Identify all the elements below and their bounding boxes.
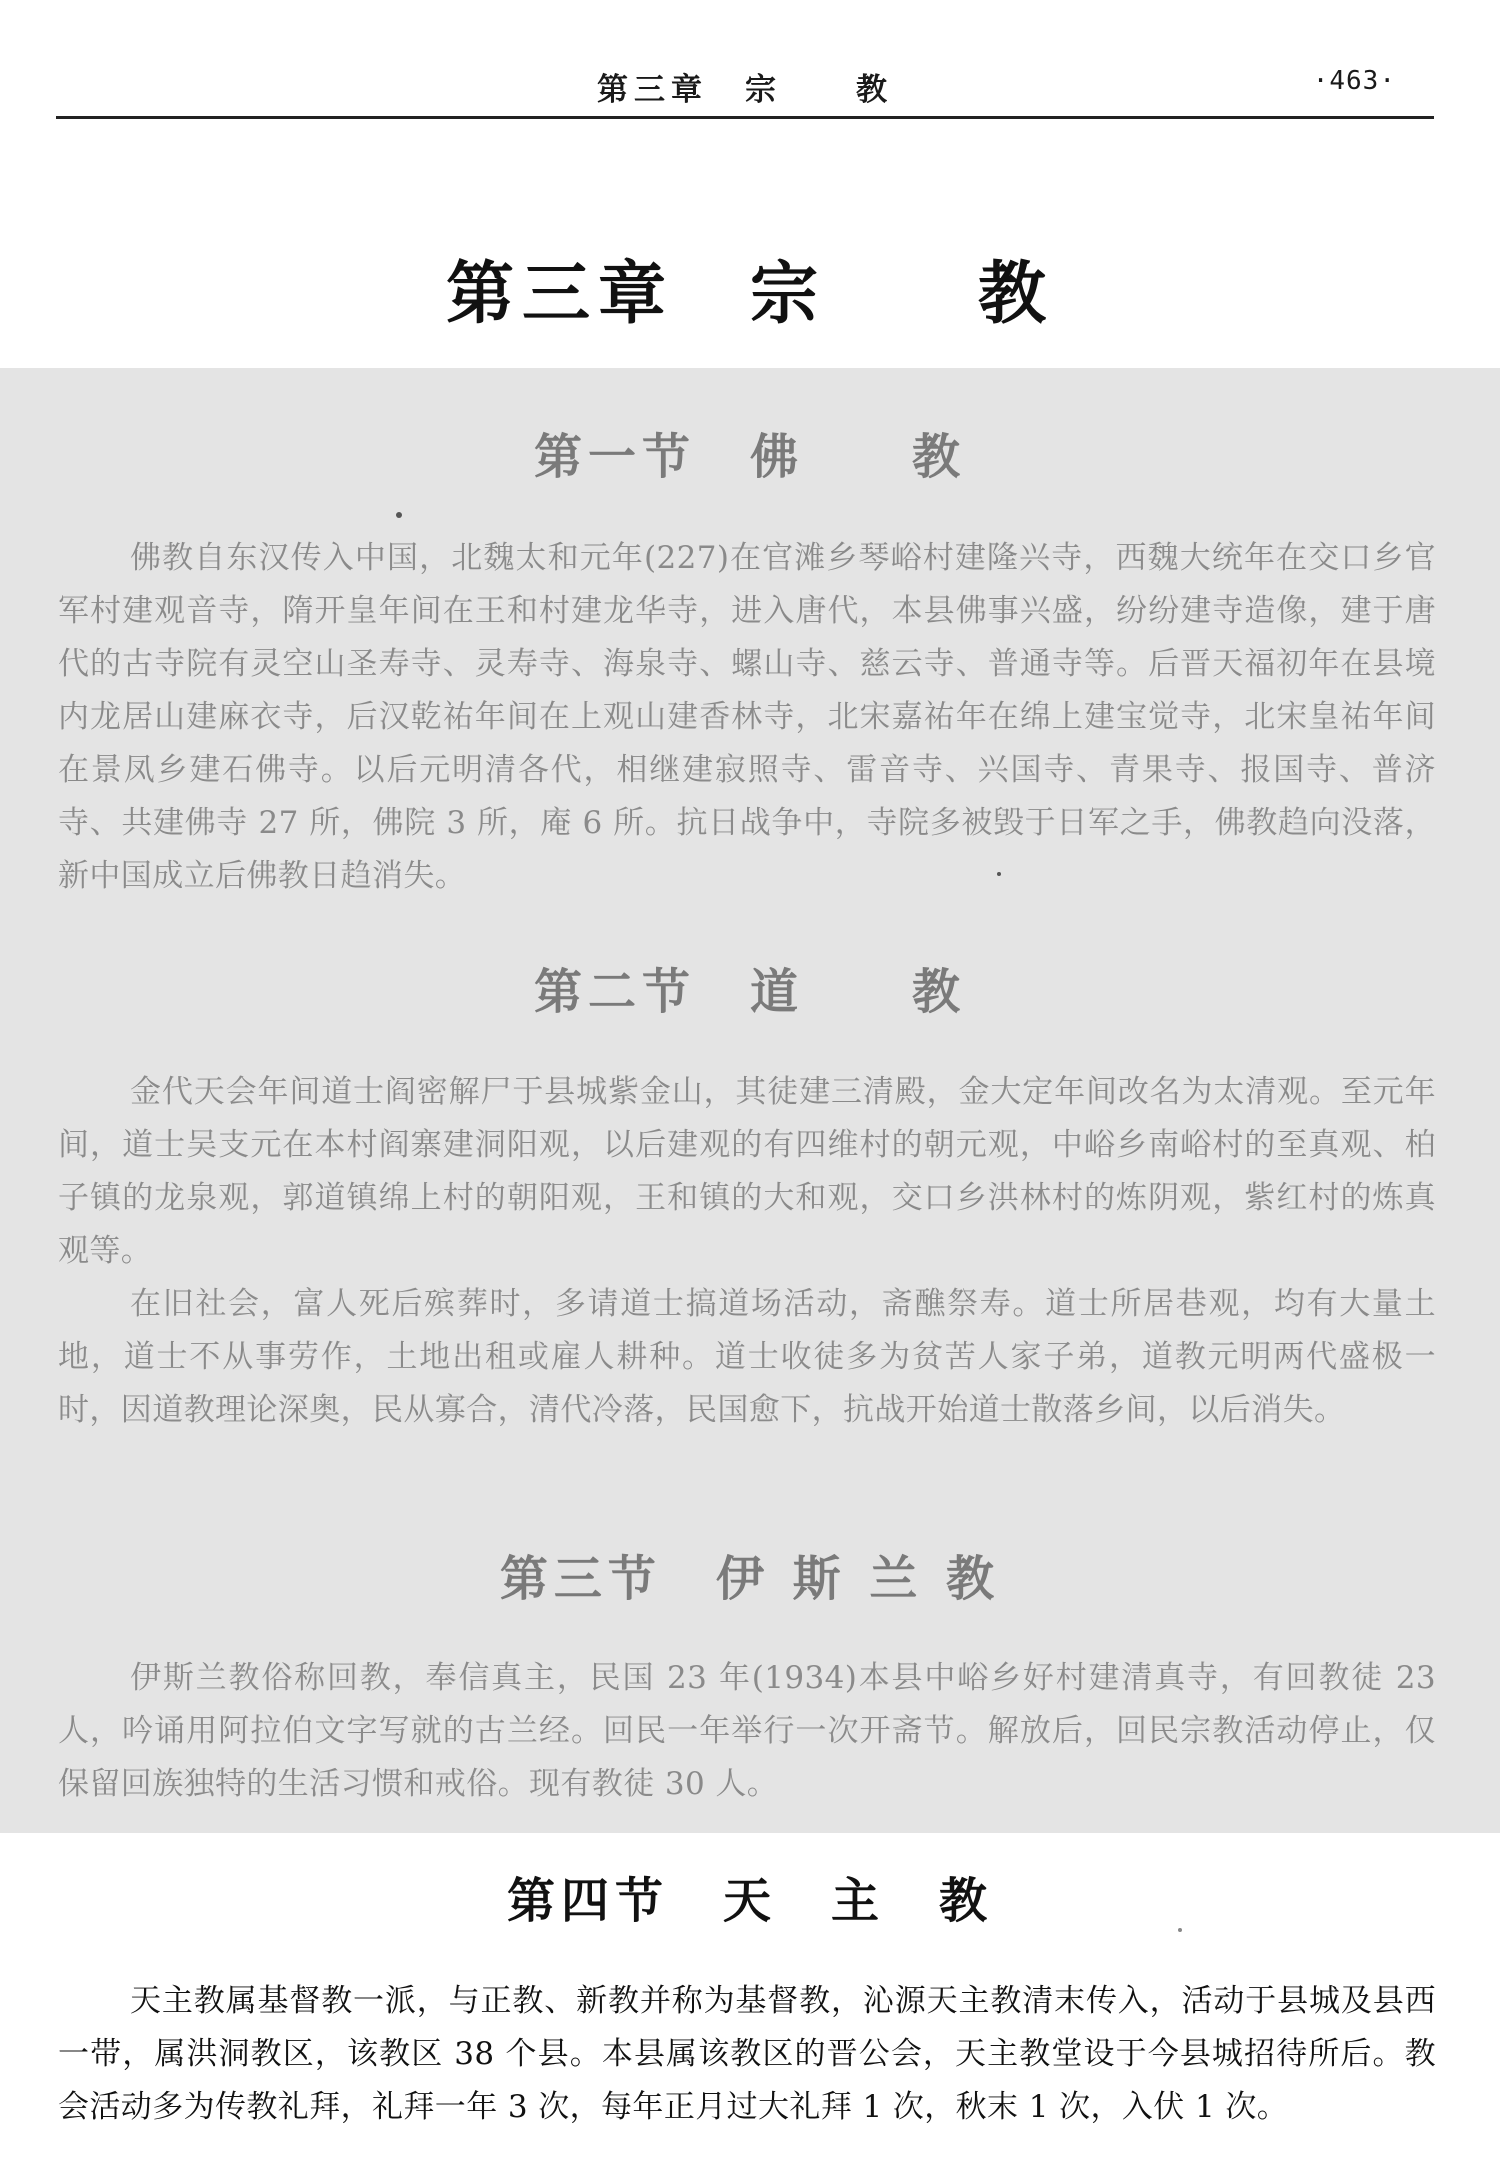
section-title-catholicism: 第四节 天 主 教 bbox=[506, 1873, 993, 1929]
section-title-islam: 第三节 伊 斯 兰 教 bbox=[499, 1551, 1001, 1607]
section-paragraph-islam: 伊斯兰教俗称回教，奉信真主，民国 23 年(1934)本县中峪乡好村建清真寺，有回教徒 23 人，吟诵用阿拉伯文字写就的古兰经。回民一年举行一次开斋节。解放后，回民宗教活动停止，仅保留回族独特的生活习惯和戒俗。现有教徒 30 人。 bbox=[58, 1660, 1436, 1802]
page-number: ·463· bbox=[1312, 66, 1396, 96]
scan-speck bbox=[997, 872, 1001, 876]
running-header-title: 第三章 宗 教 bbox=[597, 72, 893, 108]
section-paragraph-taoism-1: 金代天会年间道士阎密解尸于县城紫金山，其徒建三清殿，金大定年间改名为太清观。至元年间，道士吴支元在本村阎寨建洞阳观，以后建观的有四维村的朝元观，中峪乡南峪村的至真观、柏子镇的龙泉观，郭道镇绵上村的朝阳观，王和镇的大和观，交口乡洪林村的炼阴观，紫红村的炼真观等。 bbox=[58, 1074, 1436, 1269]
scan-speck bbox=[396, 512, 402, 518]
scan-speck bbox=[1178, 1928, 1182, 1932]
running-header bbox=[56, 58, 1434, 119]
section-paragraph-taoism-2: 在旧社会，富人死后殡葬时，多请道士搞道场活动，斋醮祭寿。道士所居巷观，均有大量土地，道士不从事劳作，土地出租或雇人耕种。道士收徒多为贫苦人家子弟，道教元明两代盛极一时，因道教理论深奥，民从寡合，清代冷落，民国愈下，抗战开始道士散落乡间，以后消失。 bbox=[58, 1286, 1436, 1428]
section-paragraph-buddhism: 佛教自东汉传入中国，北魏太和元年(227)在官滩乡琴峪村建隆兴寺，西魏大统年在交口乡官军村建观音寺，隋开皇年间在王和村建龙华寺，进入唐代，本县佛事兴盛，纷纷建寺造像，建于唐代的古寺院有灵空山圣寿寺、灵寿寺、海泉寺、螺山寺、慈云寺、普通寺等。后晋天福初年在县境内龙居山建麻衣寺，后汉乾祐年间在上观山建香林寺，北宋嘉祐年在绵上建宝觉寺，北宋皇祐年间在景凤乡建石佛寺。以后元明清各代，相继建寂照寺、雷音寺、兴国寺、青果寺、报国寺、普济寺、共建佛寺 27 所，佛院 3 所，庵 6 所。抗日战争中，寺院多被毁于日军之手，佛教趋向没落，新中国成立后佛教日趋消失。 bbox=[58, 540, 1436, 894]
section-title-buddhism: 第一节 佛 教 bbox=[533, 429, 966, 485]
section-title-taoism: 第二节 道 教 bbox=[533, 964, 966, 1020]
section-paragraph-catholicism: 天主教属基督教一派，与正教、新教并称为基督教，沁源天主教清末传入，活动于县城及县西一带，属洪洞教区，该教区 38 个县。本县属该教区的晋公会，天主教堂设于今县城招待所后。教会活动多为传教礼拜，礼拜一年 3 次，每年正月过大礼拜 1 次，秋末 1 次，入伏 1 次。 bbox=[58, 1983, 1436, 2125]
chapter-title: 第三章 宗 教 bbox=[445, 254, 1054, 334]
